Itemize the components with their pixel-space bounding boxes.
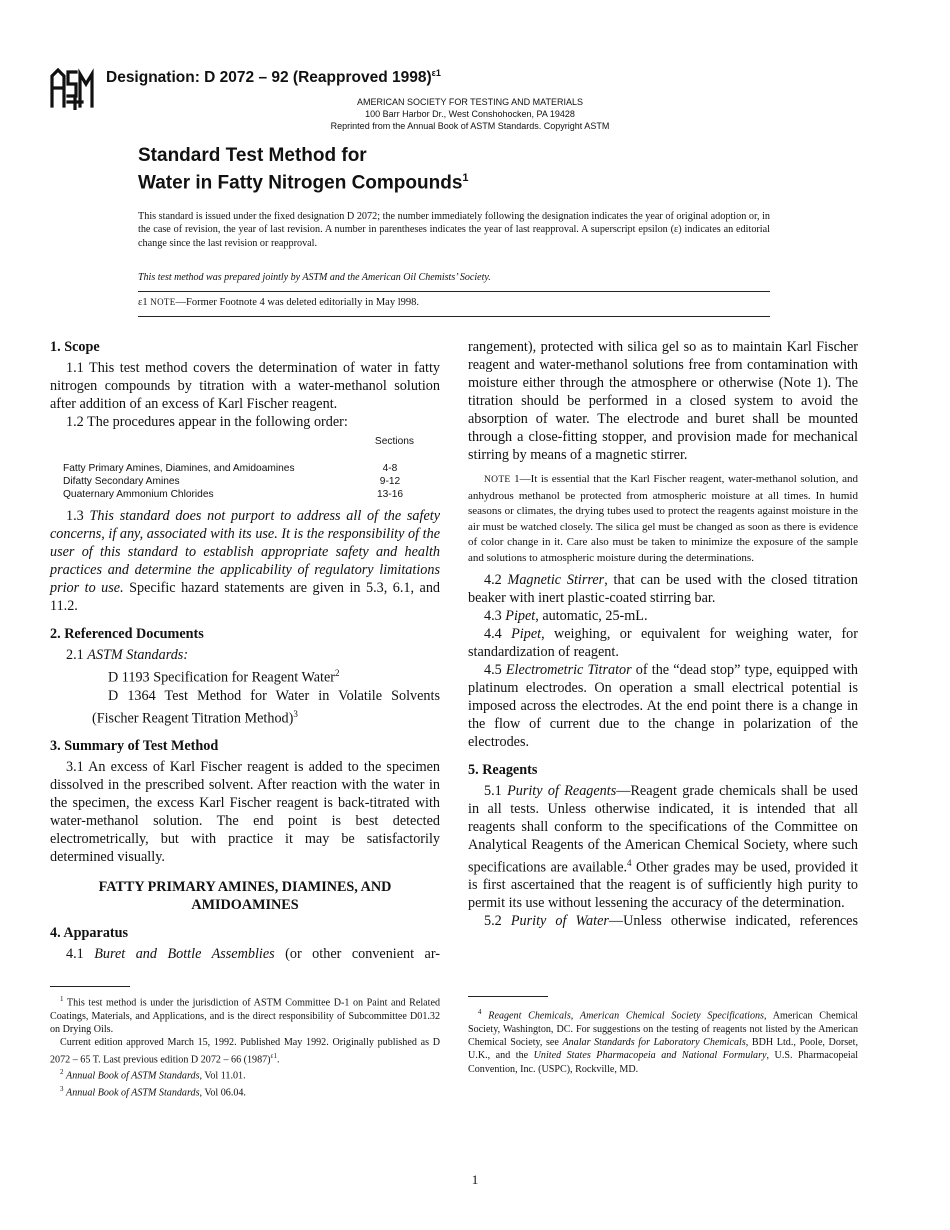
- sections-row-name: Difatty Secondary Amines: [63, 476, 180, 487]
- paragraph-4-5: [468, 661, 858, 751]
- footnote-4-text-1: , American Chemical Society, Washington, DC. For suggestions on the testing of reagents not listed by the American Chemical Society, see: [468, 1010, 858, 1048]
- paragraph-4-5-number: 4.5: [484, 661, 502, 678]
- epsilon-note-mark: ε1: [138, 297, 148, 308]
- paragraph-4-1-italic: Buret and Bottle Assemblies: [94, 946, 275, 963]
- title-footnote-mark: 1: [462, 172, 469, 184]
- fatty-amines-subheading: FATTY PRIMARY AMINES, DIAMINES, AND AMIDOAMINES: [98, 879, 392, 914]
- paragraph-4-1-continued: rangement), protected with silica gel so as to maintain Karl Fischer reagent and water-methanol solutions free from contamination with moisture either through the atmosphere or otherwise (Note 1). The titration should be performed in a closed system to avoid the absorption of water. The electrode and buret shall be mounted through a close-fitting stopper, and provision made for mechanical stirring by means of a magnetic stirrer.: [468, 339, 858, 463]
- sections-row-value: 9-12: [379, 476, 401, 487]
- note-1-label: NOTE: [484, 475, 511, 485]
- footnote-4-text-2: , BDH Ltd., Poole, Dorset, U.K., and the: [468, 1036, 858, 1062]
- footnote-1-approval: Current edition approved March 15, 1992. Published May 1992. Originally published as D 2072 – 65 T. Last previous edition D 2072 – 66 $(1987)^{\varepsilon 1}$.: [50, 1037, 440, 1065]
- prepared-by-note: This test method was prepared jointly by ASTM and the American Oil Chemists’ Society.: [138, 272, 491, 283]
- sections-row: [50, 488, 440, 501]
- paragraph-2-1-italic: ASTM Standards:: [87, 647, 189, 663]
- paragraph-5-2: [468, 912, 858, 930]
- paragraph-5-2-italic: Purity of Water: [510, 913, 609, 930]
- designation: [106, 68, 441, 87]
- paragraph-2-1-number: 2.1: [66, 647, 84, 663]
- footnote-1-approval-mark: ε1: [270, 1051, 277, 1060]
- paragraph-5-1-number: 5.1: [484, 782, 502, 799]
- footnote-3: [50, 1083, 440, 1100]
- section-2-heading: 2. Referenced Documents: [50, 626, 204, 642]
- paragraph-4-1-number: 4.1: [66, 946, 84, 963]
- footnote-2-italic: Annual Book of ASTM Standards: [66, 1070, 200, 1082]
- footnote-4-mark: 4: [478, 1008, 482, 1016]
- paragraph-5-1-rest: —Reagent grade chemicals shall be used in all tests. Unless otherwise indicated, it is intended that all reagents shall conform to the specifications of the Committee on Analytical Reagents of the American Chemical Society, where such specifications are available.: [468, 782, 859, 876]
- paragraph-4-3: [468, 607, 858, 625]
- footnote-rule-right: [468, 996, 548, 997]
- intro-paragraph: This standard is issued under the fixed designation D 2072; the number immediately following the designation indicates the year of original adoption or, in the case of revision, the year of last revision. A number in parentheses indicates the year of last reapproval. A superscript epsilon (ε) indicates an editorial change since the last revision or reapproval.: [138, 211, 770, 249]
- paragraph-4-1: [50, 945, 440, 963]
- paragraph-3-1: 3.1 An excess of Karl Fischer reagent is added to the specimen dissolved in the prescribed solvent. After reaction with the water in the specimen, the excess Karl Fischer reagent is back-titrated with water-methanol solution. The end point is best detected electrometrically, but with practice it may be satisfactorily determined visually.: [50, 759, 440, 866]
- note-1: [468, 472, 858, 567]
- title-line-2: Water in Fatty Nitrogen Compounds: [138, 172, 463, 194]
- footnote-1: [50, 993, 440, 1036]
- paragraph-4-3-rest: , automatic, 25-mL.: [535, 607, 648, 624]
- astm-logo: [48, 66, 96, 110]
- sections-row-value: 4-8: [382, 463, 398, 474]
- footnote-2-rest: , Vol 11.01.: [199, 1070, 246, 1082]
- footnote-rule-left: [50, 986, 130, 987]
- paragraph-5-1-rest2: Other grades may be used, provided it is first ascertained that the reagent is of sufficiently high purity to permit its use without lessening the accuracy of the determination.: [468, 859, 858, 912]
- paragraph-4-4-italic: Pipet: [511, 625, 542, 642]
- epsilon-note: [138, 297, 419, 308]
- sections-row-name: Fatty Primary Amines, Diamines, and Amidoamines: [63, 463, 295, 474]
- paragraph-5-1-italic: Purity of Reagents: [507, 782, 617, 799]
- paragraph-5-1-mark: 4: [627, 857, 632, 868]
- sections-row-value: 13-16: [376, 489, 404, 500]
- paragraph-4-4-rest: , weighing, or equivalent for weighing water, for standardization of reagent.: [468, 625, 858, 660]
- footnote-3-rest: , Vol 06.04.: [199, 1087, 246, 1099]
- paragraph-4-3-number: 4.3: [484, 607, 502, 624]
- paragraph-1-3: [50, 507, 440, 615]
- reprint-notice: Reprinted from the Annual Book of ASTM Standards. Copyright ASTM: [330, 121, 610, 131]
- right-column: [468, 338, 858, 930]
- epsilon-note-label: NOTE: [150, 297, 176, 307]
- footnote-4-italic-2: Analar Standards for Laboratory Chemicals: [562, 1036, 746, 1048]
- paragraph-5-1: [468, 782, 858, 913]
- paragraph-4-1-rest: (or other convenient ar-: [285, 946, 441, 963]
- footnote-1-text: This test method is under the jurisdiction of ASTM Committee D-1 on Paint and Related Coatings, Materials, and Applications, and is the direct responsibility of Subcommittee D01.32 on Drying Oils.: [50, 997, 440, 1035]
- sections-table-header: Sections: [374, 436, 414, 447]
- header-rule-bottom: [138, 316, 770, 317]
- footnote-3-italic: Annual Book of ASTM Standards: [66, 1087, 200, 1099]
- designation-text: Designation: D 2072 – 92 (Reapproved 1998): [106, 69, 432, 87]
- society-address: 100 Barr Harbor Dr., West Conshohocken, PA 19428: [365, 109, 575, 119]
- footnote-2: [50, 1066, 440, 1083]
- reference-d1364: [50, 687, 440, 728]
- reference-d1193-text: D 1193 Specification for Reagent Water: [108, 669, 335, 686]
- paragraph-5-2-rest: —Unless otherwise indicated, references: [608, 913, 859, 930]
- header-rule-top: [138, 291, 770, 292]
- paragraph-4-3-italic: Pipet: [505, 607, 536, 624]
- paragraph-4-4: [468, 625, 858, 661]
- paragraph-4-2: [468, 571, 858, 607]
- sections-row: [50, 475, 440, 488]
- reference-d1193-mark: 2: [334, 668, 340, 678]
- paragraph-1-2: 1.2 The procedures appear in the following order:: [66, 414, 348, 430]
- section-1-heading: 1. Scope: [50, 339, 100, 355]
- reference-d1193: [50, 664, 440, 687]
- footnote-1-approval-text: Current edition approved March 15, 1992. Published May 1992. Originally published as D 2072 – 65 T. Last previous edition D 2072 – 66 (1987): [50, 1037, 440, 1065]
- reference-d1364-mark: 3: [293, 708, 298, 719]
- sections-row: [50, 462, 440, 475]
- designation-epsilon: ε1: [431, 68, 441, 78]
- epsilon-note-text: —Former Footnote 4 was deleted editorially in May l998.: [175, 297, 419, 308]
- footnote-1-mark: 1: [60, 995, 64, 1003]
- paragraph-4-2-rest: , that can be used with the closed titration beaker with inert plastic-coated stirring bar.: [468, 571, 859, 606]
- paragraph-1-3-number: 1.3: [66, 508, 84, 524]
- paragraph-4-5-rest: of the “dead stop” type, equipped with platinum electrodes. On operation a small electrical potential is imposed across the electrodes. At the end point there is a change in the flow of current due to the change in polarization of the electrodes.: [468, 661, 858, 750]
- document-title: [138, 144, 469, 194]
- footnote-4-italic-3: United States Pharmacopeia and National Formulary: [533, 1050, 767, 1062]
- footnotes-left: [50, 993, 440, 1100]
- note-1-text: 1—It is essential that the Karl Fischer reagent, water-methanol solution, and anhydrous methanol be protected from atmospheric moisture at all times. In humid seasons or climates, the drying tubes used to protect the reagents against moisture in the air must be watched closely. The silica gel must be changed as soon as there is evidence of color change in it. Care also must be taken to minimize the exposure of the sample and solutions to atmospheric moisture during the determinations.: [468, 473, 858, 564]
- title-line-1: Standard Test Method for: [138, 145, 367, 166]
- footnote-2-mark: 2: [60, 1068, 64, 1077]
- reference-d1364-text: D 1364 Test Method for Water in Volatile Solvents (Fischer Reagent Titration Method): [92, 687, 440, 727]
- left-column: [50, 338, 440, 963]
- sections-table: [50, 435, 440, 501]
- footnote-4: [468, 1006, 858, 1076]
- page-number: 1: [471, 1172, 479, 1187]
- paragraph-2-1: [50, 646, 440, 664]
- paragraph-4-2-italic: Magnetic Stirrer: [507, 571, 605, 588]
- footnote-3-mark: 3: [60, 1084, 64, 1093]
- society-name: AMERICAN SOCIETY FOR TESTING AND MATERIALS: [356, 97, 584, 107]
- footnotes-right: [468, 1006, 858, 1076]
- paragraph-4-5-italic: Electrometric Titrator: [505, 661, 632, 678]
- footnote-4-italic-1: Reagent Chemicals, American Chemical Society Specifications: [488, 1010, 764, 1022]
- section-3-heading: 3. Summary of Test Method: [50, 738, 219, 755]
- paragraph-4-4-number: 4.4: [484, 625, 502, 642]
- paragraph-1-1: 1.1 This test method covers the determination of water in fatty nitrogen compounds by titration with a water-methanol solution after addition of an excess of Karl Fischer reagent.: [50, 360, 440, 412]
- section-5-heading: 5. Reagents: [468, 761, 538, 778]
- paragraph-5-2-number: 5.2: [484, 913, 502, 930]
- paragraph-1-3-italic: This standard does not purport to address all of the safety concerns, if any, associated with its use. It is the responsibility of the user of this standard to establish appropriate safety and health practices and determine the applicability of regulatory limitations prior to use.: [50, 508, 440, 596]
- society-block: [270, 96, 670, 132]
- paragraph-4-2-number: 4.2: [484, 571, 502, 588]
- paragraph-1-3-rest: Specific hazard statements are given in 5.3, 6.1, and 11.2.: [50, 580, 441, 614]
- footnote-4-text-3: , U.S. Pharmacopeial Convention, Inc. (USPC), Rockville, MD.: [468, 1050, 859, 1075]
- section-4-heading: 4. Apparatus: [50, 925, 129, 942]
- sections-row-name: Quaternary Ammonium Chlorides: [63, 489, 214, 500]
